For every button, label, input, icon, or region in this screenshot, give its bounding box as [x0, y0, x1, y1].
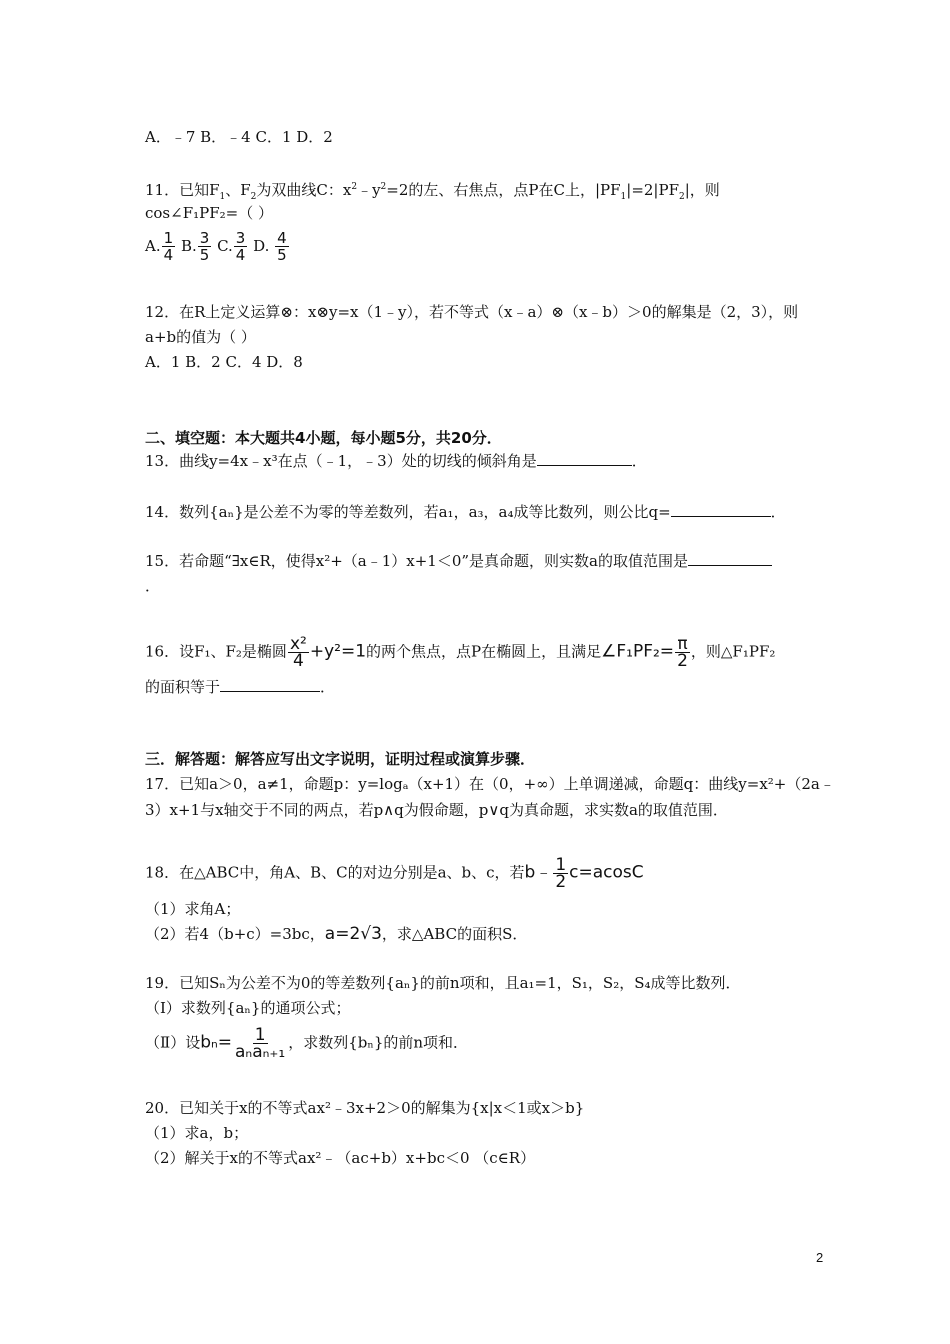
q11-line1: 11．已知$F_1$、$F_2$为双曲线C：$x^2﹣y^2=2$的左、右焦点，点P在C上，$|PF_1|=2|PF_2|$，则: [145, 181, 720, 202]
section-2-heading: 二、填空题：本大题共4小题，每小题5分，共20分．: [145, 429, 502, 447]
q19-part1: （Ⅰ）求数列{aₙ}的通项公式；: [145, 999, 351, 1017]
option-b: B. $\frac{3}{5}$: [180, 229, 210, 264]
q18-part1: （1）求角A；: [145, 900, 241, 918]
q11-line2: cos∠F₁PF₂=（ ）: [145, 204, 273, 222]
option-c: C. $\frac{3}{4}$: [217, 229, 246, 264]
section-3-heading: 三．解答题：解答应写出文字说明，证明过程或演算步骤．: [145, 750, 536, 768]
option-d: D. $\frac{4}{5}$: [253, 229, 287, 264]
q12-options: A．1 B．2 C．4 D．8: [145, 353, 303, 371]
q17-line1: 17．已知a＞0，a≠1，命题p：y=logₐ（x+1）在（0，+∞）上单调递减，命题q：曲线y=x²+（2a﹣: [145, 775, 835, 793]
q15-line2: ．: [145, 577, 161, 595]
q14: 14．数列{aₙ}是公差不为零的等差数列，若a₁，a₃，a₄成等比数列，则公比q= ．: [145, 503, 786, 521]
q18-part2: （2）若4（b+c）=3bc，a=2√3，求△ABC的面积S．: [145, 924, 528, 944]
q13: 13．曲线y=4x﹣x³在点（﹣1，﹣3）处的切线的倾斜角是 ．: [145, 452, 647, 470]
q20-part2: （2）解关于x的不等式ax²﹣（ac+b）x+bc＜0 （c∈R）: [145, 1149, 536, 1167]
q19-line1: 19．已知Sₙ为公差不为0的等差数列{aₙ}的前n项和，且a₁=1，S₁，S₂，S₄成等比数列．: [145, 974, 741, 992]
option-a: A. $\frac{1}{4}$: [145, 229, 174, 264]
q16-line1: 16．设F₁、F₂是椭圆 $\frac{\text{x²}}{4}$ +y²=1的两个焦点，点P在椭圆上，且满足∠F₁PF₂= $\frac{\pi}{2}$ ，则△F₁PF₂: [145, 634, 776, 671]
q16-line2: 的面积等于 ．: [145, 678, 336, 696]
q10-options: A．﹣7 B．﹣4 C．1 D．2: [145, 128, 333, 146]
q20-line1: 20．已知关于x的不等式ax²﹣3x+2＞0的解集为{x|x＜1或x＞b}: [145, 1099, 585, 1117]
q11-options: [145, 230, 290, 263]
q18-line1: 18．在△ABC中，角A、B、C的对边分别是a、b、c，若b﹣ $\frac{1}{2}$ c=acosC: [145, 855, 644, 892]
q12-line2: a+b的值为（ ）: [145, 328, 256, 346]
page-number: 2: [816, 1250, 824, 1265]
q12-line1: 12．在R上定义运算⊗：x⊗y=x（1﹣y），若不等式（x﹣a）⊗（x﹣b）＞0的解集是（2，3），则: [145, 303, 799, 321]
q20-part1: （1）求a，b；: [145, 1124, 249, 1142]
q15-line1: 15．若命题“∃x∈R，使得x²+（a﹣1）x+1＜0”是真命题，则实数a的取值范围是: [145, 551, 772, 571]
q17-line2: 3）x+1与x轴交于不同的两点，若p∧q为假命题，p∨q为真命题，求实数a的取值范围．: [145, 801, 728, 819]
q19-part2: （Ⅱ）设bₙ= $\frac{1}{\text{aₙaₙ₊₁}}$ ，求数列{bₙ}的前n项和．: [145, 1025, 469, 1062]
